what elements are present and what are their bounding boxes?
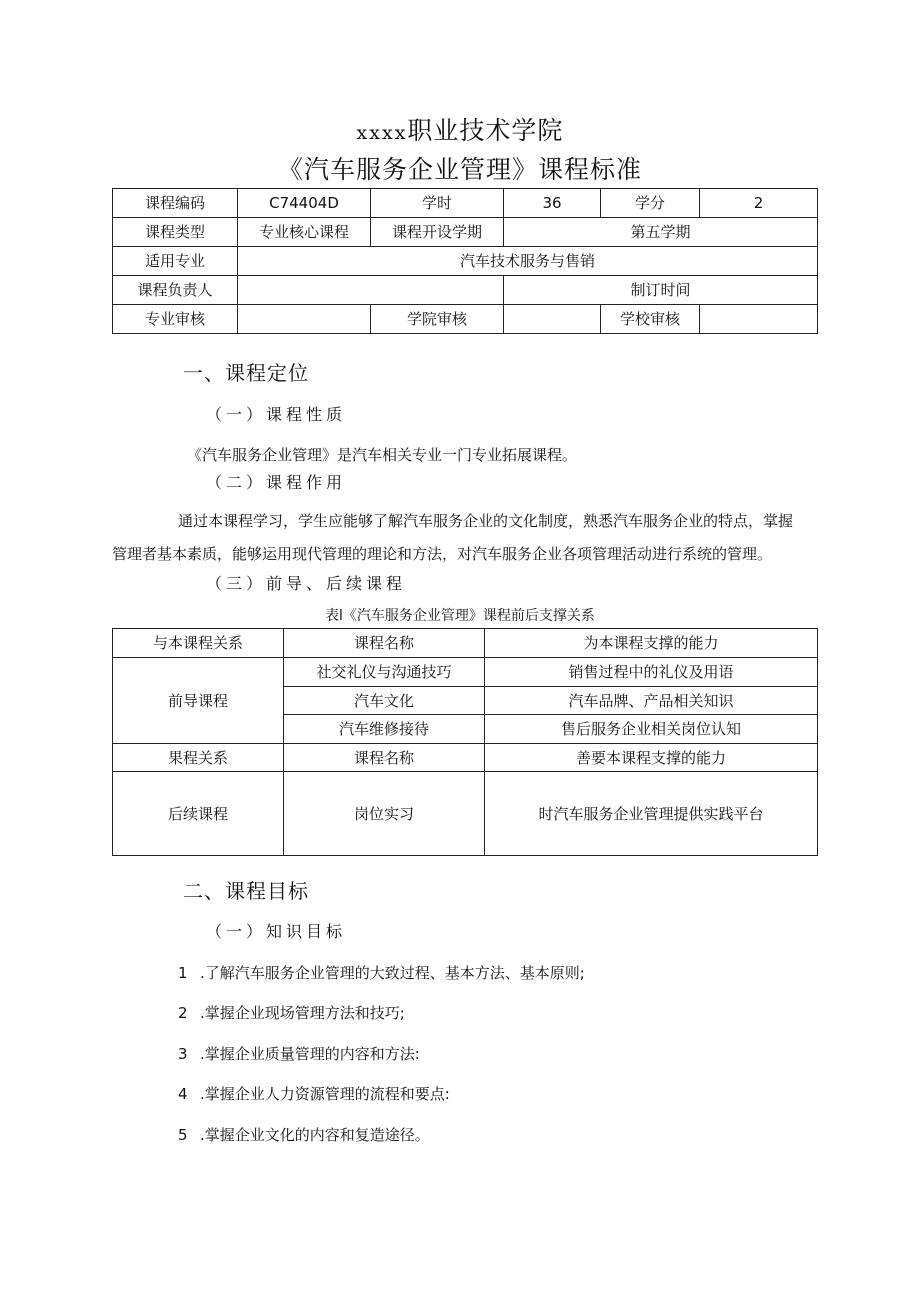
list-item-number: 3 — [178, 1045, 188, 1063]
document-subtitle: 《汽车服务企业管理》课程标准 — [277, 155, 642, 184]
course-type-value: 专业核心课程 — [238, 218, 371, 247]
list-item-number: 2 — [178, 1004, 188, 1022]
pre-ability-3: 售后服务企业相关岗位认知 — [485, 715, 818, 744]
section-heading-objectives: 二、课程目标 — [183, 879, 309, 903]
date-label: 制订时间 — [504, 276, 818, 305]
table-row — [113, 218, 818, 247]
subheading-course-nature: （一）课程性质 — [206, 405, 347, 424]
list-item — [178, 962, 585, 984]
school-review-value — [700, 305, 818, 334]
major-review-label: 专业审核 — [113, 305, 238, 334]
major-label: 适用专业 — [113, 247, 238, 276]
list-item-number: 5 — [178, 1126, 188, 1144]
paragraph-course-nature: 《汽车服务企业管理》是汽车相关专业一门专业拓展课程。 — [187, 446, 578, 464]
pre-course-1: 社交礼仪与沟通技巧 — [284, 658, 485, 687]
pre-course-2: 汽车文化 — [284, 687, 485, 715]
semester-value: 第五学期 — [504, 218, 818, 247]
header-course: 课程名称 — [284, 629, 485, 658]
table-row — [113, 744, 818, 772]
paragraph-course-role-line1: 通过本课程学习，学生应能够了解汽车服务企业的文化制度，熟悉汽车服务企业的特点，掌握 — [178, 512, 794, 530]
pre-ability-2: 汽车品牌、产品相关知识 — [485, 687, 818, 715]
hours-label: 学时 — [371, 189, 504, 218]
course-code-label: 课程编码 — [113, 189, 238, 218]
post-course: 岗位实习 — [284, 772, 485, 856]
credits-label: 学分 — [601, 189, 700, 218]
course-code-value: C74404D — [238, 189, 371, 218]
list-item-text: .掌握企业现场管理方法和技巧; — [200, 1004, 405, 1022]
hours-value: 36 — [504, 189, 601, 218]
subheading-knowledge-objectives: （一）知识目标 — [206, 922, 347, 941]
college-review-value — [504, 305, 601, 334]
list-item — [178, 1124, 430, 1146]
list-item-number: 4 — [178, 1085, 188, 1103]
owner-label: 课程负责人 — [113, 276, 238, 305]
header2-course: 课程名称 — [284, 744, 485, 772]
document-title — [0, 114, 920, 150]
major-value: 汽车技术服务与售销 — [238, 247, 818, 276]
list-item-number: 1 — [178, 964, 188, 982]
table-row — [113, 189, 818, 218]
title-prefix: xxxx — [356, 122, 408, 144]
credits-value: 2 — [700, 189, 818, 218]
owner-value — [238, 276, 504, 305]
paragraph-course-role-line2: 管理者基本素质，能够运用现代管理的理论和方法，对汽车服务企业各项管理活动进行系统的管理。 — [112, 545, 773, 563]
list-item-text: .了解汽车服务企业管理的大致过程、基本方法、基本原则; — [200, 964, 585, 982]
subheading-prerequisites: （三）前导、后续课程 — [206, 574, 407, 593]
pre-course-3: 汽车维修接待 — [284, 715, 485, 744]
header2-ability: 善要本课程支撑的能力 — [485, 744, 818, 772]
pre-ability-1: 销售过程中的礼仪及用语 — [485, 658, 818, 687]
post-ability: 时汽车服务企业管理提供实践平台 — [485, 772, 818, 856]
list-item-text: .掌握企业质量管理的内容和方法: — [200, 1045, 420, 1063]
course-type-label: 课程类型 — [113, 218, 238, 247]
followup-label: 后续课程 — [113, 772, 284, 856]
major-review-value — [238, 305, 371, 334]
course-support-table — [112, 628, 818, 856]
table-caption: 表l《汽车服务企业管理》课程前后支撑关系 — [325, 608, 595, 624]
header-relation: 与本课程关系 — [113, 629, 284, 658]
table-row — [113, 772, 818, 856]
list-item-text: .掌握企业文化的内容和复造途径。 — [200, 1126, 430, 1144]
title-suffix: 职业技术学院 — [407, 116, 564, 145]
course-info-table — [112, 188, 818, 334]
school-review-label: 学校审核 — [601, 305, 700, 334]
table-row — [113, 276, 818, 305]
prerequisite-label: 前导课程 — [113, 658, 284, 744]
table-row — [113, 305, 818, 334]
table-row — [113, 629, 818, 658]
list-item-text: .掌握企业人力资源管理的流程和要点: — [200, 1085, 450, 1103]
semester-label: 课程开设学期 — [371, 218, 504, 247]
table-row — [113, 658, 818, 687]
header-ability: 为本课程支撑的能力 — [485, 629, 818, 658]
list-item — [178, 1043, 420, 1065]
subheading-course-role: （二）课程作用 — [206, 473, 347, 492]
section-heading-positioning: 一、课程定位 — [183, 361, 309, 385]
list-item — [178, 1083, 450, 1105]
header2-relation: 果程关系 — [113, 744, 284, 772]
list-item — [178, 1002, 405, 1024]
college-review-label: 学院审核 — [371, 305, 504, 334]
table-row — [113, 247, 818, 276]
